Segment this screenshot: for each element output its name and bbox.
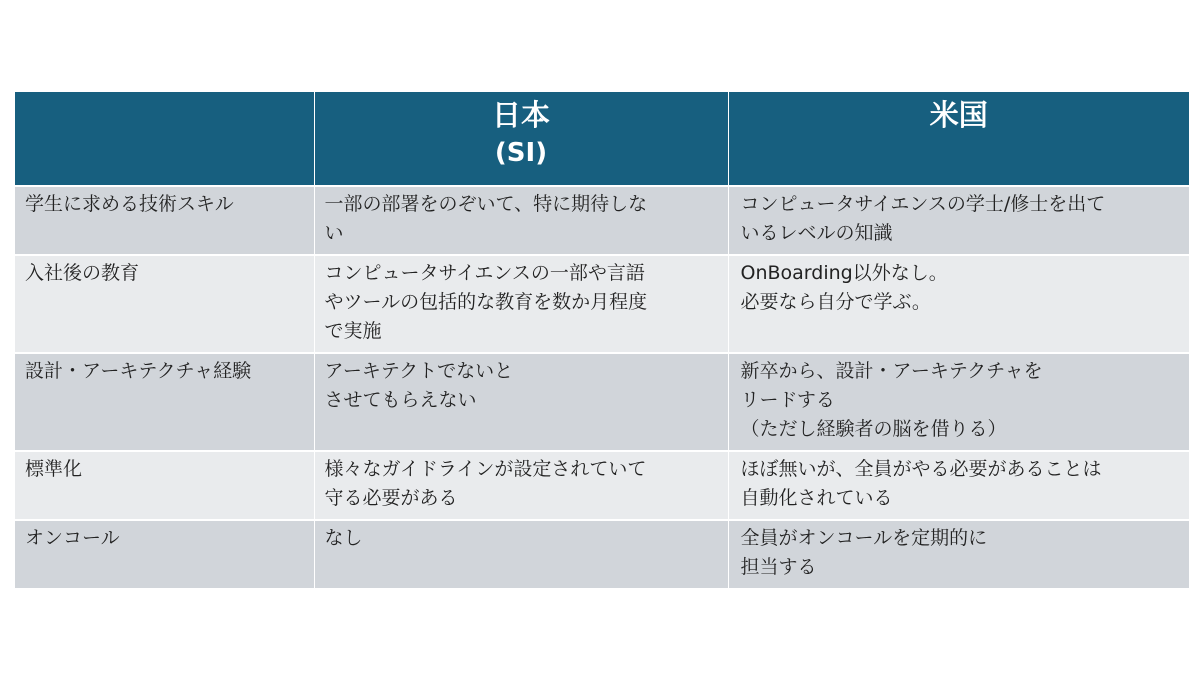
row-label: オンコール	[15, 520, 314, 589]
row-label: 設計・アーキテクチャ経験	[15, 353, 314, 451]
cell-japan: コンピュータサイエンスの一部や言語 やツールの包括的な教育を数か月程度 で実施	[314, 255, 728, 353]
row-label: 学生に求める技術スキル	[15, 186, 314, 255]
cell-japan: なし	[314, 520, 728, 589]
cell-japan: 様々なガイドラインが設定されていて 守る必要がある	[314, 451, 728, 520]
header-us	[728, 92, 1189, 186]
header-us-title: 米国	[929, 98, 988, 132]
table-row-oncall	[15, 520, 1189, 589]
comparison-table	[15, 92, 1189, 590]
cell-us: 新卒から、設計・アーキテクチャを リードする （ただし経験者の脳を借りる）	[728, 353, 1189, 451]
table-header-row	[15, 92, 1189, 186]
cell-japan: 一部の部署をのぞいて、特に期待しな い	[314, 186, 728, 255]
header-japan	[314, 92, 728, 186]
cell-us: 全員がオンコールを定期的に 担当する	[728, 520, 1189, 589]
table-row-standardization	[15, 451, 1189, 520]
header-japan-title: 日本	[491, 98, 550, 132]
row-label: 入社後の教育	[15, 255, 314, 353]
cell-japan: アーキテクトでないと させてもらえない	[314, 353, 728, 451]
cell-us: コンピュータサイエンスの学士/修士を出て いるレベルの知識	[728, 186, 1189, 255]
header-empty-cell	[15, 92, 314, 186]
table-row-training	[15, 255, 1189, 353]
table-row-architecture	[15, 353, 1189, 451]
cell-us: OnBoarding以外なし。 必要なら自分で学ぶ。	[728, 255, 1189, 353]
table-row-tech-skills	[15, 186, 1189, 255]
header-japan-subtitle: (SI)	[494, 138, 548, 168]
row-label: 標準化	[15, 451, 314, 520]
cell-us: ほぼ無いが、全員がやる必要があることは 自動化されている	[728, 451, 1189, 520]
